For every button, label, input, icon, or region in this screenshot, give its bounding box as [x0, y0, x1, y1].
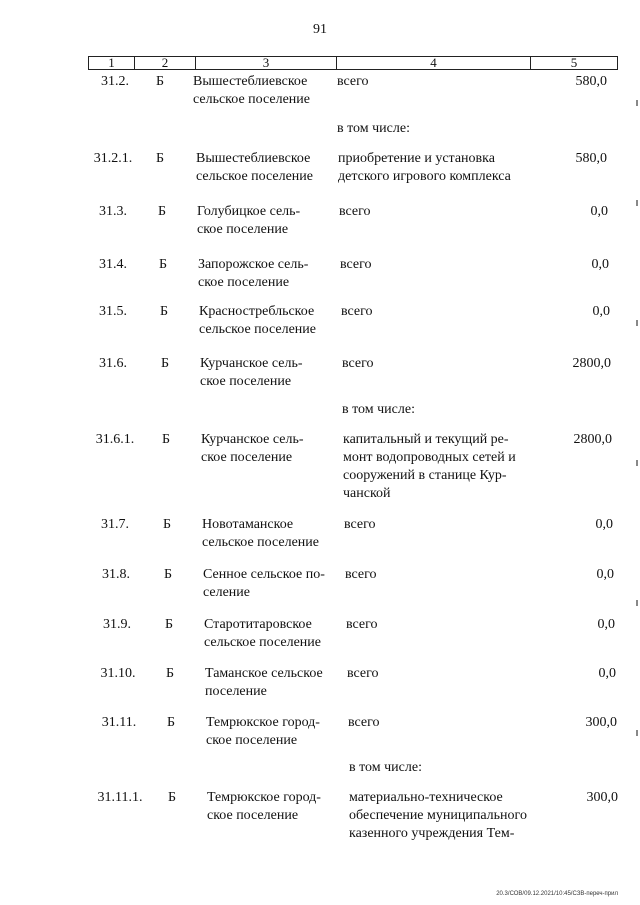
row-category: Б	[155, 151, 165, 166]
row-number: 31.3.	[99, 204, 127, 219]
row-category: Б	[167, 790, 177, 805]
row-value: 580,0	[575, 74, 607, 89]
row-category: Б	[158, 257, 168, 272]
row-category: Б	[165, 666, 175, 681]
row-description: материально-техническое обеспечение муниципального казенного учреждения Тем-	[349, 790, 527, 841]
row-number: 31.6.1.	[95, 432, 135, 447]
row-value: 0,0	[598, 666, 616, 681]
row-name: Красностребльское сельское поселение	[199, 304, 316, 337]
row-category: Б	[162, 517, 172, 532]
row-number: 31.11.	[101, 715, 137, 730]
row-value: 0,0	[592, 304, 610, 319]
row-value: 2800,0	[573, 432, 612, 447]
row-description: всего	[348, 715, 380, 730]
row-number: 31.11.1.	[97, 790, 143, 805]
row-number: 31.9.	[103, 617, 131, 632]
row-description: всего	[339, 204, 371, 219]
incl-label: в том числе:	[342, 402, 415, 417]
row-value: 300,0	[585, 715, 617, 730]
header-col-4: 4	[337, 57, 531, 69]
row-value: 0,0	[595, 517, 613, 532]
scan-margin-marks	[635, 80, 638, 780]
row-description: всего	[346, 617, 378, 632]
row-category: Б	[157, 204, 167, 219]
row-description: всего	[337, 74, 369, 89]
row-number: 31.2.	[101, 74, 129, 89]
row-name: Вышестеблиевское сельское поселение	[196, 151, 313, 184]
row-value: 580,0	[575, 151, 607, 166]
row-name: Курчанское сель- ское поселение	[200, 356, 303, 389]
row-name: Старотитаровское сельское поселение	[204, 617, 321, 650]
row-description: всего	[342, 356, 374, 371]
table-header	[88, 56, 618, 70]
row-name: Темрюкское город- ское поселение	[206, 715, 320, 748]
row-category: Б	[163, 567, 173, 582]
row-description: всего	[344, 517, 376, 532]
row-description: всего	[347, 666, 379, 681]
row-description: всего	[345, 567, 377, 582]
row-number: 31.7.	[101, 517, 129, 532]
row-value: 0,0	[597, 617, 615, 632]
row-number: 31.8.	[102, 567, 130, 582]
document-footer: 20.3/СОВ/09.12.2021/10:45/СЗВ-переч-прил	[496, 891, 618, 897]
row-description: приобретение и установка детского игрового комплекса	[338, 151, 511, 184]
row-category: Б	[160, 356, 170, 371]
header-col-2: 2	[135, 57, 196, 69]
page-number: 91	[313, 22, 327, 37]
header-col-5: 5	[570, 55, 578, 70]
row-value: 0,0	[591, 257, 609, 272]
row-name: Сенное сельское по- селение	[203, 567, 325, 600]
row-category: Б	[161, 432, 171, 447]
row-name: Вышестеблиевское сельское поселение	[193, 74, 310, 107]
row-value: 2800,0	[572, 356, 611, 371]
row-value: 0,0	[590, 204, 608, 219]
header-col-1: 1	[89, 57, 135, 69]
row-category: Б	[155, 74, 165, 89]
row-name: Запорожское сель- ское поселение	[198, 257, 309, 290]
row-category: Б	[159, 304, 169, 319]
row-description: капитальный и текущий ре- монт водопроводных сетей и сооружений в станице Кур- чанской	[343, 432, 516, 501]
row-number: 31.10.	[100, 666, 136, 681]
row-name: Темрюкское город- ское поселение	[207, 790, 321, 823]
row-name: Курчанское сель- ское поселение	[201, 432, 304, 465]
row-number: 31.6.	[99, 356, 127, 371]
header-col-3: 3	[196, 57, 337, 69]
row-number: 31.5.	[99, 304, 127, 319]
row-name: Новотаманское сельское поселение	[202, 517, 319, 550]
incl-label: в том числе:	[349, 760, 422, 775]
row-description: всего	[341, 304, 373, 319]
row-name: Голубицкое сель- ское поселение	[197, 204, 301, 237]
row-category: Б	[166, 715, 176, 730]
row-name: Таманское сельское поселение	[205, 666, 323, 699]
row-description: всего	[340, 257, 372, 272]
row-number: 31.4.	[99, 257, 127, 272]
row-value: 300,0	[586, 790, 618, 805]
row-category: Б	[164, 617, 174, 632]
row-value: 0,0	[596, 567, 614, 582]
incl-label: в том числе:	[337, 121, 410, 136]
row-number: 31.2.1.	[93, 151, 133, 166]
